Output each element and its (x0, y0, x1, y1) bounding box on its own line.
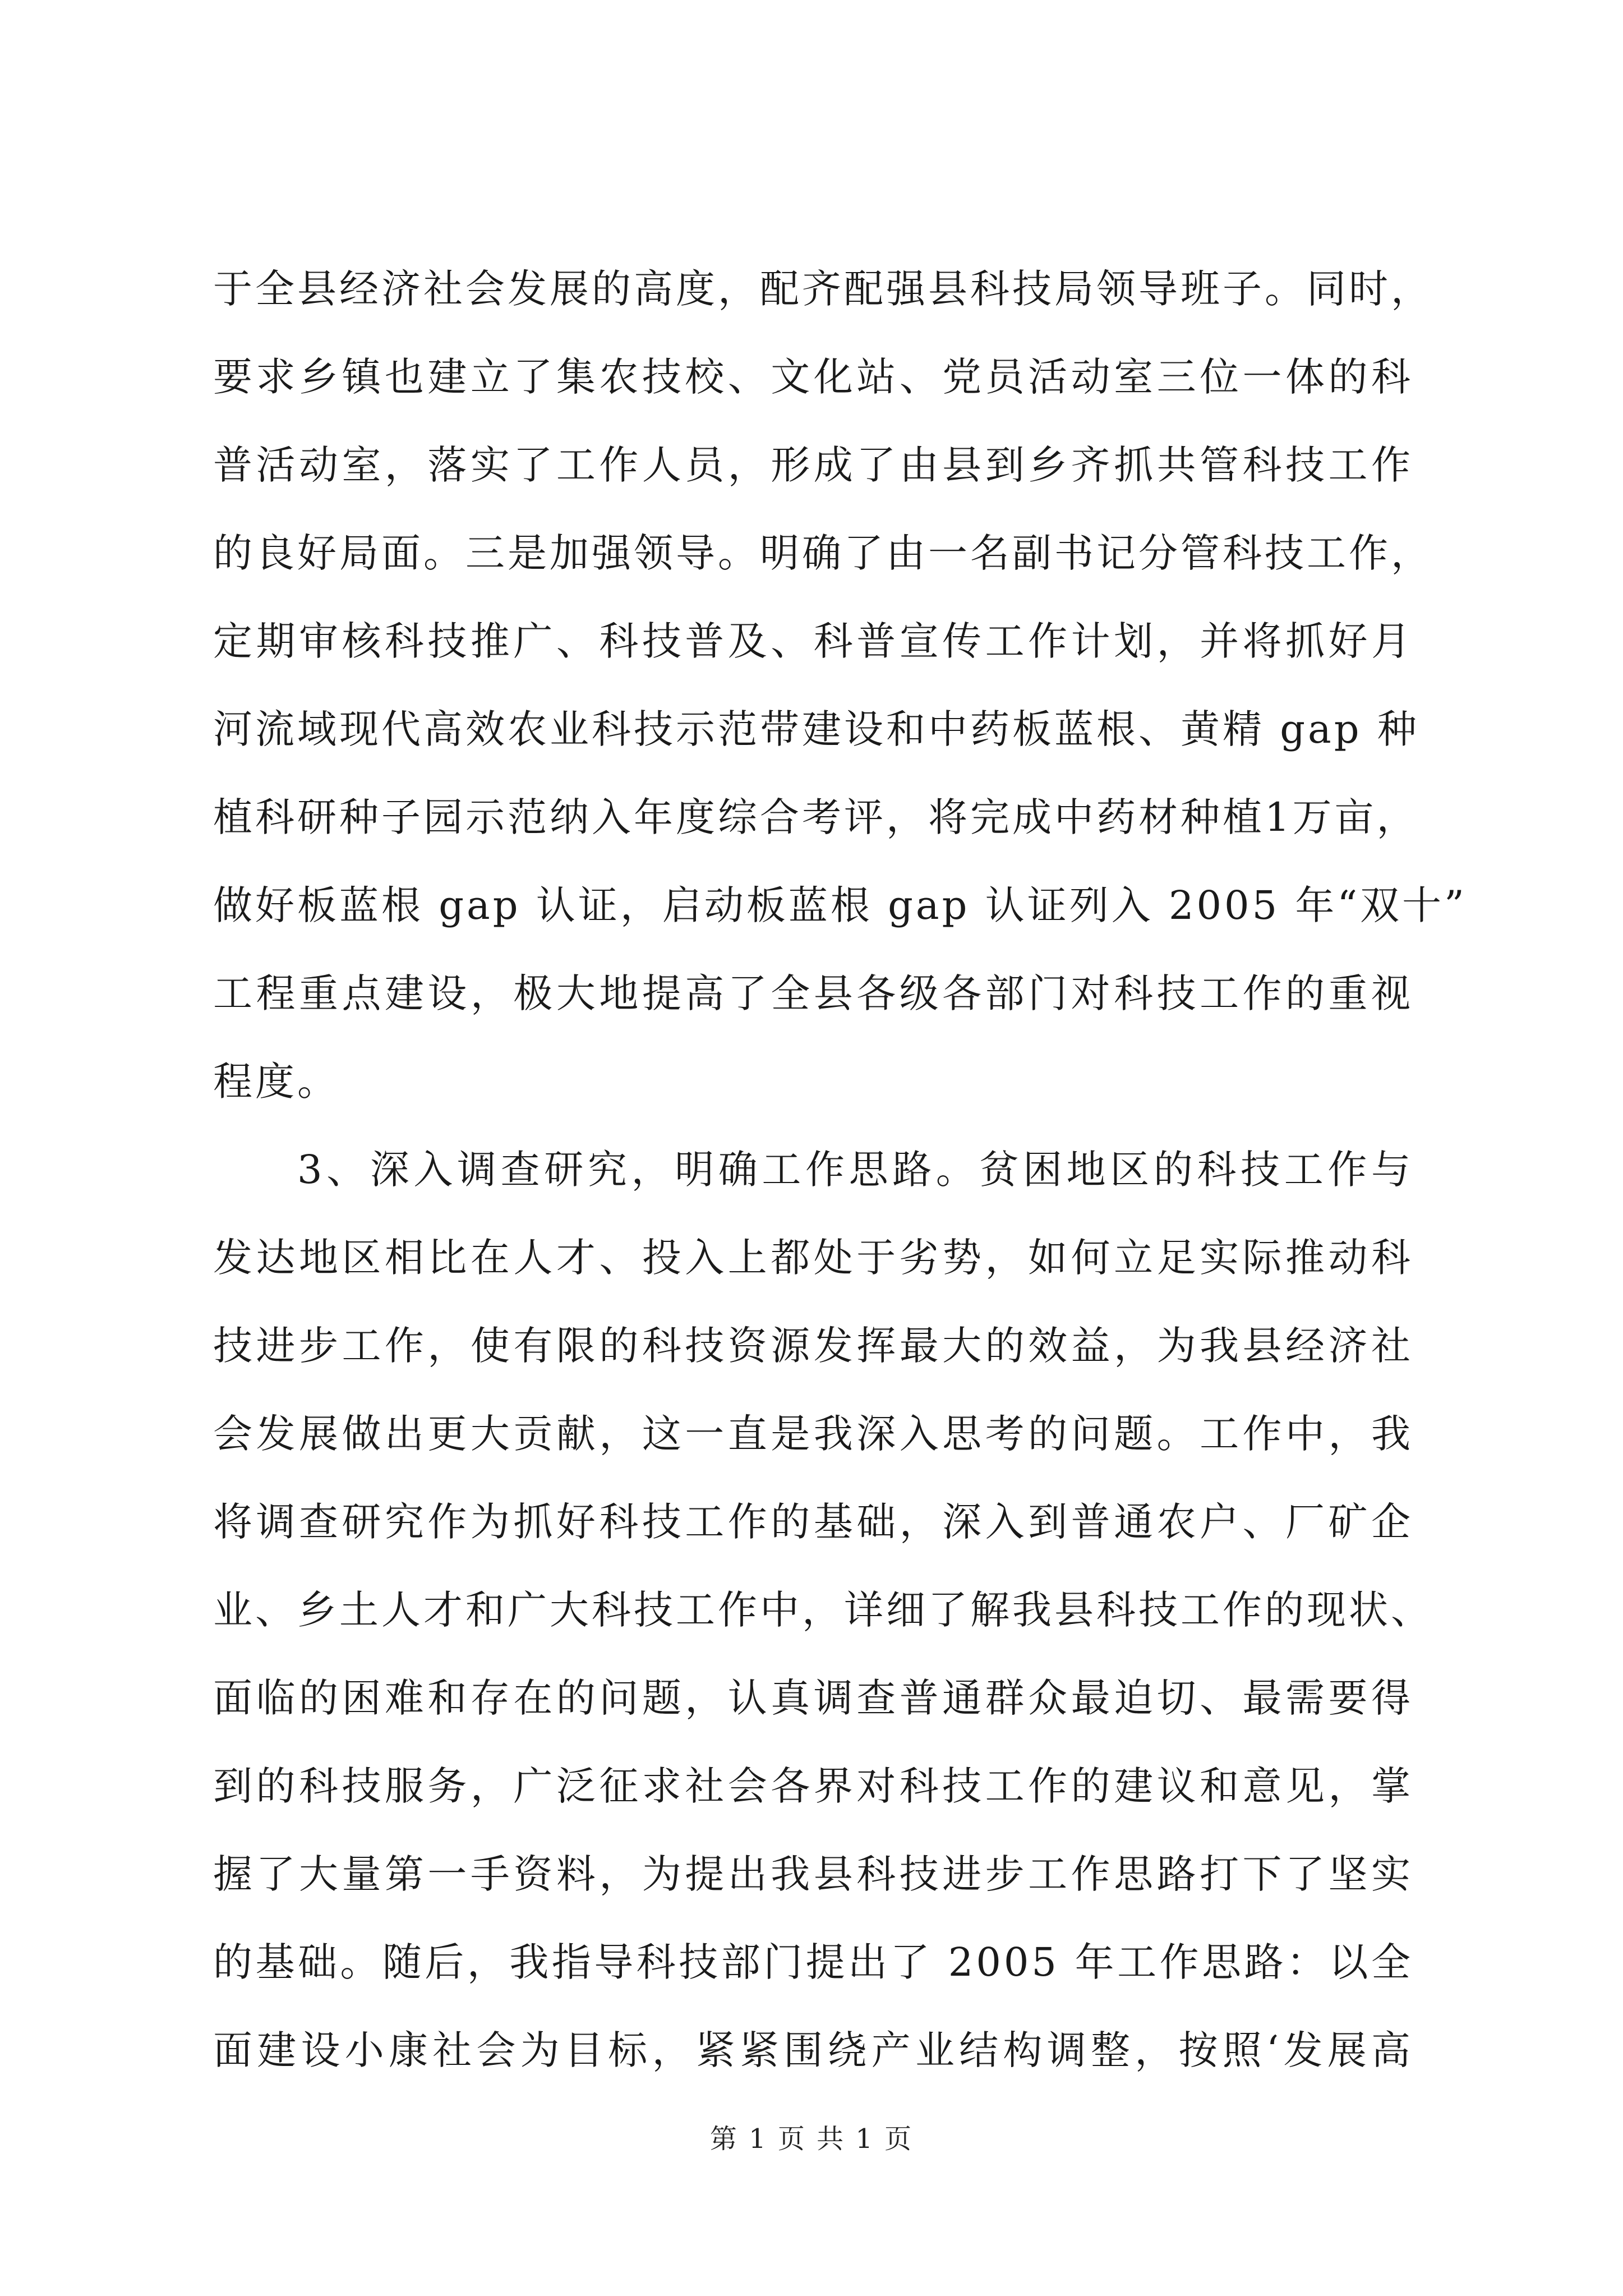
text-line: 于全县经济社会发展的高度，配齐配强县科技局领导班子。同时， (213, 266, 1433, 312)
page-footer: 第 1 页 共 1 页 (709, 2123, 914, 2155)
text-line: 将调查研究作为抓好科技工作的基础，深入到普通农户、厂矿企 (213, 1499, 1413, 1545)
text-line: 定期审核科技推广、科技普及、科普宣传工作计划，并将抓好月 (213, 618, 1413, 664)
paragraph-first-line: 3、深入调查研究，明确工作思路。贫困地区的科技工作与 (297, 1147, 1413, 1193)
text-line: 会发展做出更大贡献，这一直是我深入思考的问题。工作中，我 (213, 1411, 1413, 1457)
text-line: 的基础。随后，我指导科技部门提出了 2005 年工作思路：以全 (213, 1939, 1413, 1985)
text-line: 程度。 (213, 1059, 339, 1105)
text-line: 的良好局面。三是加强领导。明确了由一名副书记分管科技工作， (213, 530, 1433, 576)
text-line: 业、乡土人才和广大科技工作中，详细了解我县科技工作的现状、 (213, 1587, 1433, 1633)
text-line: 做好板蓝根 gap 认证，启动板蓝根 gap 认证列入 2005 年“双十” (213, 882, 1467, 928)
text-line: 植科研种子园示范纳入年度综合考评，将完成中药材种植1万亩， (213, 794, 1419, 840)
text-line: 到的科技服务，广泛征求社会各界对科技工作的建议和意见，掌 (213, 1763, 1413, 1809)
text-line: 河流域现代高效农业科技示范带建设和中药板蓝根、黄精 gap 种 (213, 706, 1419, 752)
text-line: 工程重点建设，极大地提高了全县各级各部门对科技工作的重视 (213, 970, 1413, 1016)
text-line: 面建设小康社会为目标，紧紧围绕产业结构调整，按照‘发展高 (213, 2027, 1413, 2073)
text-line: 技进步工作，使有限的科技资源发挥最大的效益，为我县经济社 (213, 1323, 1413, 1369)
text-line: 普活动室，落实了工作人员，形成了由县到乡齐抓共管科技工作 (213, 442, 1413, 488)
text-line: 握了大量第一手资料，为提出我县科技进步工作思路打下了坚实 (213, 1851, 1413, 1897)
text-line: 面临的困难和存在的问题，认真调查普通群众最迫切、最需要得 (213, 1675, 1413, 1721)
text-line: 要求乡镇也建立了集农技校、文化站、党员活动室三位一体的科 (213, 354, 1413, 400)
text-line: 发达地区相比在人才、投入上都处于劣势，如何立足实际推动科 (213, 1235, 1413, 1281)
